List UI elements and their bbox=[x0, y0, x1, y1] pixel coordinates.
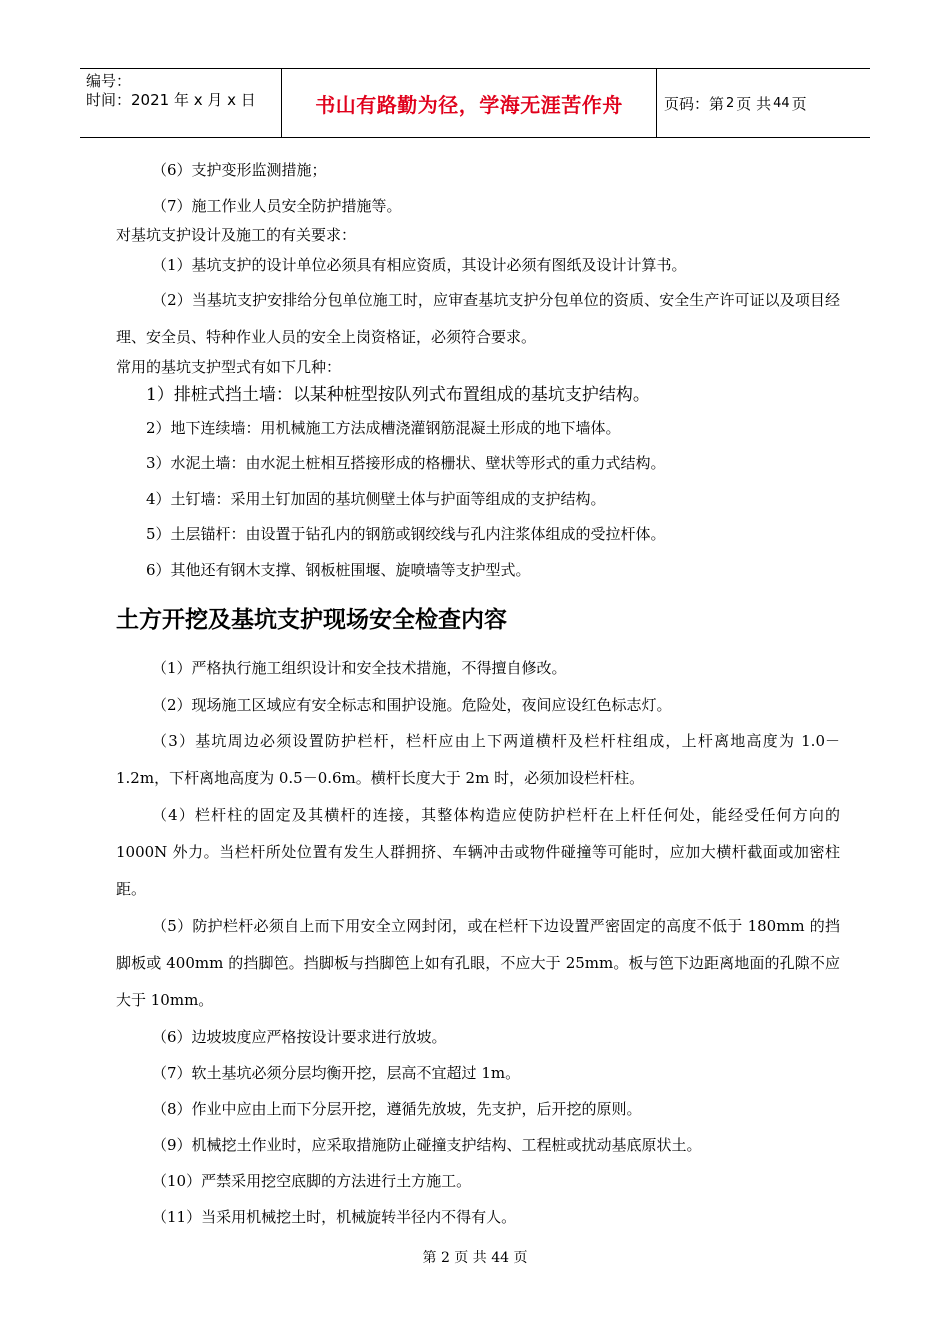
check-item: （3）基坑周边必须设置防护栏杆，栏杆应由上下两道横杆及栏杆柱组成，上杆离地高度为 1.0－1.2m，下杆离地高度为 0.5－0.6m。横杆长度大于 2m 时，必须加设栏杆柱。 bbox=[116, 732, 840, 787]
check-item: （7）软土基坑必须分层均衡开挖，层高不宜超过 1m。 bbox=[152, 1064, 521, 1082]
serial-label: 编号： bbox=[86, 72, 132, 90]
list-item: 5）土层锚杆：由设置于钻孔内的钢筋或钢绞线与孔内注浆体组成的受拉杆体。 bbox=[146, 525, 666, 543]
paragraph: （2）当基坑支护安排给分包单位施工时，应审查基坑支护分包单位的资质、安全生产许可证以及项目经理、安全员、特种作业人员的安全上岗资格证，必须符合要求。 bbox=[116, 291, 840, 346]
list-item: 1）排桩式挡土墙：以某种桩型按队列式布置组成的基坑支护结构。 bbox=[146, 385, 650, 405]
paragraph: （6）支护变形监测措施； bbox=[152, 161, 327, 179]
check-item: （1）严格执行施工组织设计和安全技术措施，不得擅自修改。 bbox=[152, 659, 567, 677]
list-item: 3）水泥土墙：由水泥土桩相互搭接形成的格栅状、壁状等形式的重力式结构。 bbox=[146, 454, 666, 472]
page-footer: 第 2 页 共 44 页 bbox=[422, 1250, 528, 1266]
header-motto: 书山有路勤为径，学海无涯苦作舟 bbox=[282, 69, 657, 137]
list-item: 6）其他还有钢木支撑、钢板桩围堰、旋喷墙等支护型式。 bbox=[146, 561, 531, 579]
paragraph: （1）基坑支护的设计单位必须具有相应资质，其设计必须有图纸及设计计算书。 bbox=[152, 256, 687, 274]
header-page-info bbox=[656, 69, 870, 137]
list-item: 4）土钉墙：采用土钉加固的基坑侧壁土体与护面等组成的支护结构。 bbox=[146, 490, 606, 508]
document-body bbox=[116, 152, 840, 1235]
page-middle: 页 共 bbox=[736, 94, 772, 113]
header-meta bbox=[80, 69, 282, 137]
page-total: 44 bbox=[773, 95, 790, 111]
page-prefix: 页码：第 bbox=[664, 94, 725, 113]
page-suffix: 页 bbox=[791, 94, 807, 113]
check-item: （2）现场施工区域应有安全标志和围护设施。危险处，夜间应设红色标志灯。 bbox=[152, 696, 672, 714]
check-item: （10）严禁采用挖空底脚的方法进行土方施工。 bbox=[152, 1172, 472, 1190]
check-item: （9）机械挖土作业时，应采取措施防止碰撞支护结构、工程桩或扰动基底原状土。 bbox=[152, 1136, 702, 1154]
check-item: （6）边坡坡度应严格按设计要求进行放坡。 bbox=[152, 1028, 447, 1046]
check-item: （5）防护栏杆必须自上而下用安全立网封闭，或在栏杆下边设置严密固定的高度不低于 180mm 的挡脚板或 400mm 的挡脚笆。挡脚板与挡脚笆上如有孔眼，不应大于 25mm。板与笆下边距离地面的孔隙不应大于 10mm。 bbox=[116, 917, 840, 1009]
section-title: 土方开挖及基坑支护现场安全检查内容 bbox=[116, 607, 507, 633]
paragraph: 对基坑支护设计及施工的有关要求： bbox=[116, 226, 357, 244]
page-header bbox=[80, 68, 870, 138]
check-item: （8）作业中应由上而下分层开挖，遵循先放坡，先支护，后开挖的原则。 bbox=[152, 1100, 642, 1118]
time-label: 时间：2021 年 x 月 x 日 bbox=[86, 91, 256, 109]
paragraph: 常用的基坑支护型式有如下几种： bbox=[116, 358, 342, 376]
check-item: （4）栏杆柱的固定及其横杆的连接，其整体构造应使防护栏杆在上杆任何处，能经受任何方向的 1000N 外力。当栏杆所处位置有发生人群拥挤、车辆冲击或物件碰撞等可能时，应加大横杆截面或加密柱距。 bbox=[116, 806, 840, 898]
check-item: （11）当采用机械挖土时，机械旋转半径内不得有人。 bbox=[152, 1208, 517, 1226]
paragraph: （7）施工作业人员安全防护措施等。 bbox=[152, 197, 402, 215]
page-current: 2 bbox=[726, 95, 735, 111]
list-item: 2）地下连续墙：用机械施工方法成槽浇灌钢筋混凝土形成的地下墙体。 bbox=[146, 419, 621, 437]
